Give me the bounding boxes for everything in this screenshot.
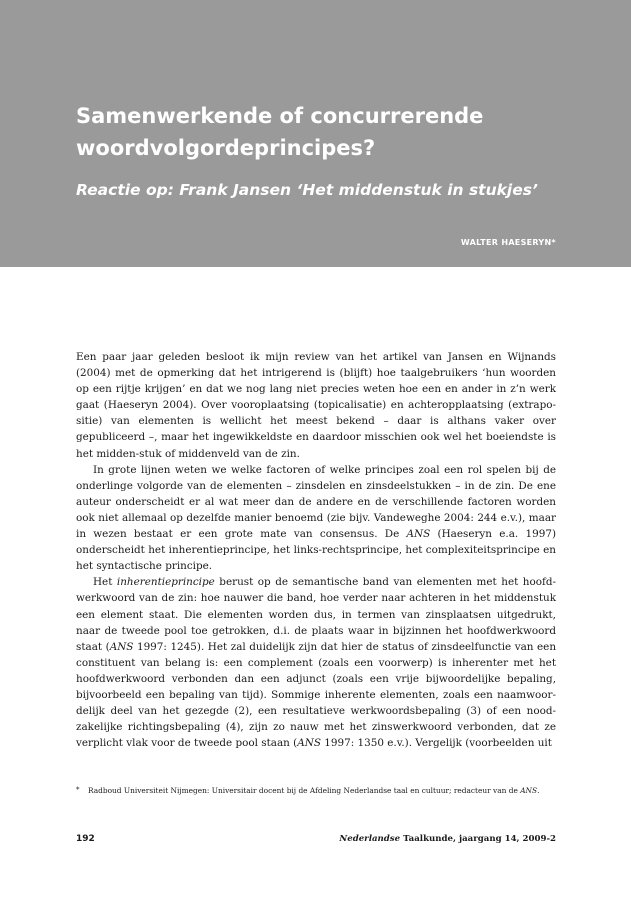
article-body: [76, 349, 556, 751]
header-band: [0, 0, 631, 267]
ans-reference: ANS: [297, 737, 321, 750]
article-title: Samenwerkende of concurrerende woordvolgordeprincipes?: [76, 104, 484, 160]
footnote-marker: *: [76, 786, 80, 794]
article-subtitle: Reactie op: Frank Jansen ‘Het middenstuk in stukjes’: [76, 181, 538, 199]
paragraph-3-text-a: berust op de semantische band van elementen met het hoofd-werkwoord van de zin: hoe nauwer die band, hoe verder naar achteren in het middenstuk een element staat. Die elementen worden dus, in termen van zinsplaatsen uitgedrukt, naar de tweede pool toe getrokken, d.i. de plaats waar in bijzinnen het hoofdwerkwoord staat (: [76, 576, 556, 653]
page-number: 192: [76, 834, 95, 844]
running-footer: [339, 834, 556, 844]
ans-reference: ANS: [406, 528, 431, 541]
journal-name: Nederlandse: [339, 834, 401, 844]
inherentieprincipe-term: inherentieprincipe: [116, 576, 215, 589]
paragraph-3-lead: Het: [93, 576, 117, 589]
paragraph-2-text-b: (Haeseryn e.a. 1997) onderscheidt het inherentieprincipe, het links-rechtsprincipe, het complexiteitsprincipe en het syntactische principe.: [76, 528, 556, 573]
paragraph-2-text-a: In grote lijnen weten we welke factoren of welke principes zoal een rol spelen bij de onderlinge volgorde van de elementen – zinsdelen en zinsdeelstukken – in de zin. De ene auteur onderscheidt er al wat meer dan de andere en de verschillende factoren worden ook niet allemaal op dezelfde manier benoemd (zie bijv. Vandeweghe 2004: 244 e.v.), maar in wezen bestaat er een grote mate van consensus. De: [76, 463, 556, 541]
paragraph-3: [76, 574, 556, 751]
footnote-text: [88, 785, 556, 797]
journal-issue: Taalkunde, jaargang 14, 2009-2: [400, 834, 556, 844]
paragraph-3-text-b: 1997: 1245). Het zal duidelijk zijn dat hier de status of zinsdeelfunctie van een constituent van belang is: een complement (zoals een voorwerp) is inherenter met het hoofdwerkwoord verbonden dan een adjunct (zoals een vrije bijwoordelijke bepaling, bijvoorbeeld een bepaling van tijd). Sommige inherente elementen, zoals een naamwoor-delijk deel van het gezegde (2), een resultatieve werkwoordsbepaling (3) of een nood-zakelijke richtingsbepaling (4), zijn zo nauw met het zinswerkwoord verbonden, dat ze verplicht vlak voor de tweede pool staan (: [76, 640, 557, 750]
paragraph-3-text-c: 1997: 1350 e.v.). Vergelijk (voorbeelden uit: [320, 737, 552, 750]
author-name: WALTER HAESERYN*: [460, 238, 556, 247]
footnote-text-a: Radboud Universiteit Nijmegen: Universitair docent bij de Afdeling Nederlandse taal en cultuur; redacteur van de: [88, 786, 521, 795]
footnote: [76, 785, 556, 797]
ans-reference: ANS: [109, 640, 134, 653]
paragraph-1: Een paar jaar geleden besloot ik mijn review van het artikel van Jansen en Wijnands (2004) met de opmerking dat het intrigerend is (blijft) hoe taalgebruikers ‘hun woorden op een rijtje krijgen’ en dat we nog lang niet precies weten hoe een en ander in z’n werk gaat (Haeseryn 2004). Over vooroplaatsing (topicalisatie) en achteropplaatsing (extrapo-sitie) van elementen is wellicht het meest bekend – daar is althans vaker over gepubliceerd –, maar het ingewikkeldste en daardoor misschien ook wel het boeiendste is het midden-stuk of middenveld van de zin.: [76, 351, 556, 460]
footnote-text-b: .: [537, 786, 540, 795]
ans-reference: ANS: [520, 786, 538, 795]
paragraph-2: [76, 462, 556, 575]
